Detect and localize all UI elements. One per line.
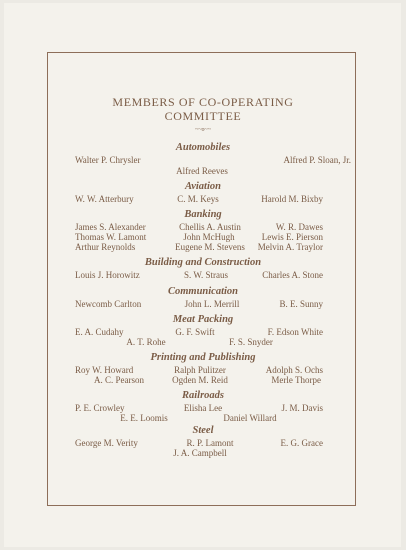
- section-title-meat-packing: Meat Packing: [172, 314, 234, 325]
- member-name: Louis J. Horowitz: [75, 270, 140, 280]
- member-name: G. F. Swift: [175, 327, 215, 337]
- member-name: John McHugh: [183, 232, 235, 242]
- member-name: Roy W. Howard: [75, 365, 134, 375]
- member-name: Lewis E. Pierson: [261, 232, 323, 242]
- section-title-printing-and-publishing: Printing and Publishing: [150, 352, 256, 363]
- member-name: F. S. Snyder: [229, 337, 273, 347]
- member-name: E. G. Grace: [280, 438, 323, 448]
- title-line-2: COMMITTEE: [164, 109, 242, 123]
- section-title-building-and-construction: Building and Construction: [144, 257, 262, 268]
- member-name: C. M. Keys: [177, 194, 219, 204]
- member-name: George M. Verity: [75, 438, 138, 448]
- member-name: Newcomb Carlton: [75, 299, 142, 309]
- member-name: P. E. Crowley: [75, 403, 125, 413]
- member-name: John L. Merrill: [184, 299, 240, 309]
- member-name: Elisha Lee: [183, 403, 223, 413]
- section-title-automobiles: Automobiles: [175, 142, 231, 153]
- member-name: J. M. Davis: [281, 403, 323, 413]
- member-name: W. R. Dawes: [275, 222, 323, 232]
- member-name: James S. Alexander: [75, 222, 146, 232]
- member-name: W. W. Atterbury: [75, 194, 134, 204]
- member-name: S. W. Straus: [183, 270, 229, 280]
- member-name: F. Edson White: [267, 327, 323, 337]
- section-title-aviation: Aviation: [185, 181, 221, 192]
- member-name: A. C. Pearson: [94, 375, 144, 385]
- member-name: Arthur Reynolds: [75, 242, 136, 252]
- member-name: Eugene M. Stevens: [175, 242, 245, 252]
- member-name: Thomas W. Lamont: [75, 232, 147, 242]
- member-name: E. A. Cudahy: [75, 327, 124, 337]
- member-name: Alfred Reeves: [176, 166, 228, 176]
- member-name: Melvin A. Traylor: [257, 242, 323, 252]
- member-name: Merle Thorpe: [271, 375, 321, 385]
- member-name: Charles A. Stone: [262, 270, 323, 280]
- member-name: Daniel Willard: [223, 413, 277, 423]
- section-title-railroads: Railroads: [181, 390, 224, 401]
- member-name: J. A. Campbell: [173, 448, 227, 458]
- member-name: E. E. Loomis: [120, 413, 168, 423]
- member-name: Walter P. Chrysler: [75, 155, 141, 165]
- title-ornament: ~~o~~: [195, 127, 211, 133]
- member-name: Ralph Pulitzer: [174, 365, 226, 375]
- member-name: R. P. Lamont: [186, 438, 234, 448]
- member-name: Ogden M. Reid: [172, 375, 228, 385]
- member-name: A. T. Rohe: [126, 337, 166, 347]
- section-title-communication: Communication: [167, 286, 239, 297]
- member-name: Harold M. Bixby: [261, 194, 323, 204]
- section-title-steel: Steel: [192, 425, 214, 436]
- member-name: Alfred P. Sloan, Jr.: [283, 155, 351, 165]
- section-title-banking: Banking: [184, 209, 222, 220]
- member-name: B. E. Sunny: [279, 299, 323, 309]
- member-name: Chellis A. Austin: [179, 222, 241, 232]
- member-name: Adolph S. Ochs: [265, 365, 323, 375]
- title-line-1: MEMBERS OF CO-OPERATING: [112, 95, 294, 109]
